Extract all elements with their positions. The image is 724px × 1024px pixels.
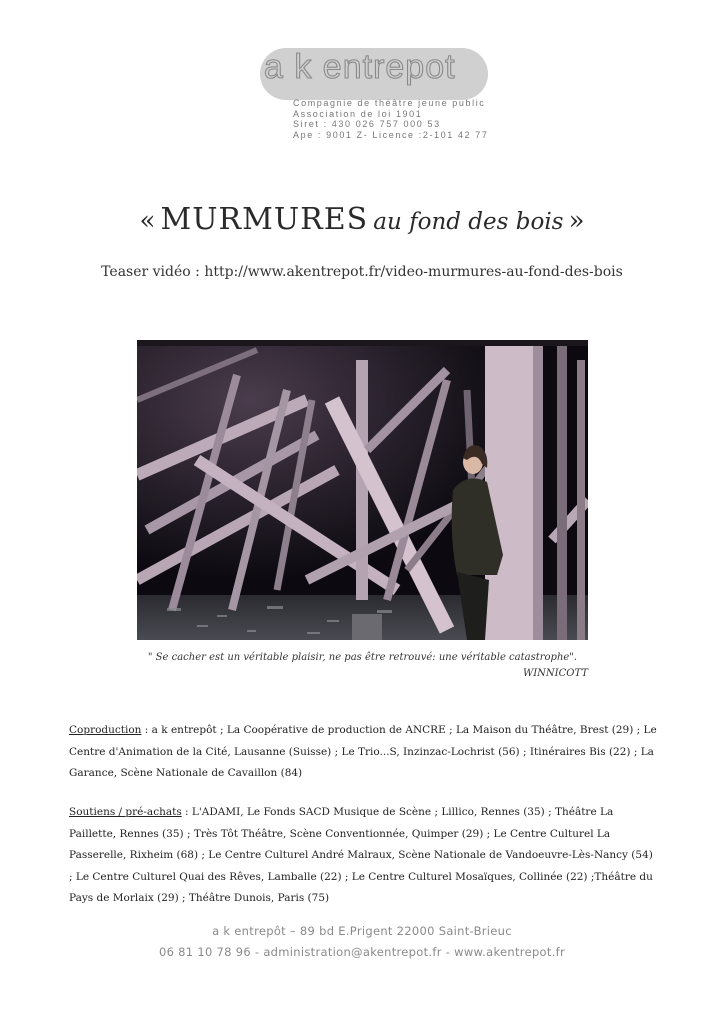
company-info-line: Ape : 9001 Z- Licence :2-101 42 77 [293,129,489,140]
title-main: MURMURES [160,202,369,237]
quote-text: " Se cacher est un véritable plaisir, ne pas être retrouvé: une véritable catastrophe". [147,652,578,663]
title-close-quote: » [568,206,585,236]
footer-contact: 06 81 10 78 96 - administration@akentrepot.fr - www.akentrepot.fr [158,945,566,959]
quote-author: WINNICOTT [522,668,588,679]
company-info-line: Compagnie de théâtre jeune public [293,98,486,108]
coproduction-text: : a k entrepôt ; La Coopérative de production de ANCRE ; La Maison du Théâtre, Brest (29) ; Le Centre d'Animation de la Cité, Lausanne (Suisse) ; Le Trio...S, Inzinzac-Lochrist (56) ; Itinéraires Bis (22) ; La Garance, Scène Nationale de Cavaillon (84) [69,724,657,779]
title-subtitle: au fond des bois [373,209,564,235]
company-info [293,98,513,140]
footer-address: a k entrepôt – 89 bd E.Prigent 22000 Saint-Brieuc [212,924,512,938]
coproduction-paragraph [69,720,659,785]
company-info-line: Association de loi 1901 [293,108,423,119]
svg-text:a k entrepot: a k entrepot [264,48,456,86]
stage-photo [137,340,588,640]
coproduction-label: Coproduction [69,724,142,736]
soutiens-text: : L'ADAMI, Le Fonds SACD Musique de Scène ; Lillico, Rennes (35) ; Théâtre La Paillette, Rennes (35) ; Très Tôt Théâtre, Scène Conventionnée, Quimper (29) ; Le Centre Culturel La Passerelle, Rixheim (68) ; Le Centre Culturel André Malraux, Scène Nationale de Vandoeuvre-Lès-Nancy (54) ; Le Centre Culturel Quai des Rêves, Lamballe (22) ; Le Centre Culturel Mosaïques, Collinée (22) ;Théâtre du Pays de Morlaix (29) ; Théâtre Dunois, Paris (75) [69,806,653,904]
soutiens-paragraph [69,802,659,910]
title-open-quote: « [139,206,156,236]
company-info-line: Siret : 430 026 757 000 53 [293,119,441,129]
soutiens-label: Soutiens / pré-achats [69,806,182,818]
teaser-link[interactable]: Teaser vidéo : http://www.akentrepot.fr/video-murmures-au-fond-des-bois [101,264,623,280]
company-logo [260,38,490,104]
page-title [0,202,724,237]
